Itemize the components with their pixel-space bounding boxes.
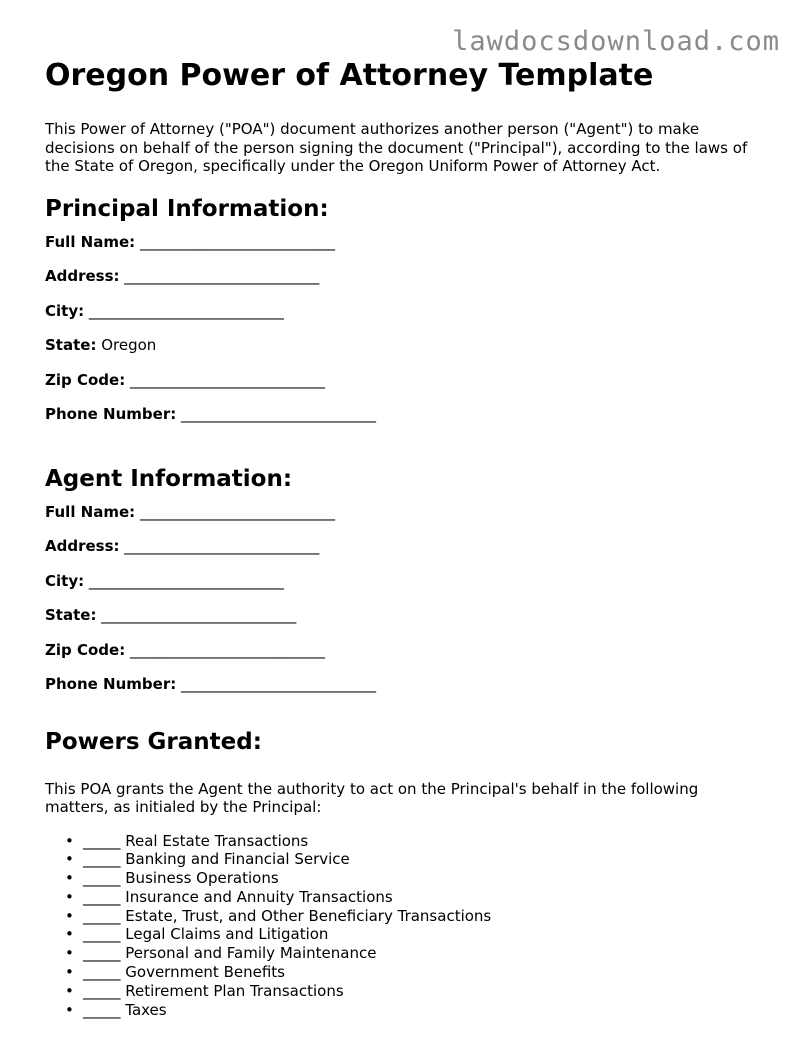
power-item-text: _____ Personal and Family Maintenance	[83, 944, 377, 963]
power-item-text: _____ Real Estate Transactions	[83, 831, 309, 850]
list-item	[65, 850, 765, 869]
power-item-text: _____ Banking and Financial Service	[83, 850, 350, 869]
bullet-icon: •	[65, 925, 74, 944]
agent-phone-field	[45, 672, 765, 707]
bullet-icon: •	[65, 944, 74, 963]
power-item-text: _____ Business Operations	[83, 869, 279, 888]
field-label: Phone Number:	[45, 405, 177, 423]
intro-paragraph: This Power of Attorney ("POA") document authorizes another person ("Agent") to make decisions on behalf of the person signing the document ("Principal"), according to the laws of the State of Oregon, specifically under the Oregon Uniform Power of Attorney Act.	[45, 120, 748, 175]
power-item-text: _____ Government Benefits	[83, 963, 285, 982]
principal-zip-field	[45, 368, 765, 403]
principal-heading: Principal Information:	[45, 195, 329, 222]
field-label: Zip Code:	[45, 370, 126, 389]
list-item	[65, 832, 765, 851]
power-item-text: _____ Insurance and Annuity Transactions	[83, 887, 393, 906]
field-label: Phone Number:	[45, 675, 177, 693]
power-item-text: _____ Retirement Plan Transactions	[83, 981, 344, 1000]
field-label: Full Name:	[45, 502, 136, 521]
bullet-icon: •	[65, 850, 74, 869]
field-label: State:	[45, 606, 97, 624]
bullet-icon: •	[65, 869, 74, 888]
power-item-text: _____ Estate, Trust, and Other Beneficiary Transactions	[83, 906, 492, 925]
field-value: __________________________	[101, 606, 297, 624]
list-item	[65, 1001, 765, 1020]
list-item	[65, 925, 765, 944]
list-item	[65, 907, 765, 926]
field-value: __________________________	[139, 232, 335, 251]
agent-heading: Agent Information:	[45, 465, 293, 492]
principal-full-name-field	[45, 230, 765, 265]
document-body	[45, 56, 765, 1019]
agent-fields	[45, 500, 765, 707]
agent-zip-field	[45, 638, 765, 673]
agent-state-field	[45, 603, 765, 638]
agent-address-field	[45, 534, 765, 569]
field-label: State:	[45, 336, 97, 354]
bullet-icon: •	[65, 963, 74, 982]
power-item-text: _____ Legal Claims and Litigation	[83, 925, 329, 944]
watermark: lawdocsdownload.com	[452, 26, 780, 57]
principal-state-field	[45, 333, 765, 368]
field-label: Full Name:	[45, 232, 136, 251]
list-item	[65, 963, 765, 982]
principal-city-field	[45, 299, 765, 334]
field-value: __________________________	[181, 675, 377, 693]
field-label: Address:	[45, 267, 120, 285]
field-label: Address:	[45, 537, 120, 555]
powers-list	[45, 832, 765, 1020]
field-value: __________________________	[181, 405, 377, 423]
list-item	[65, 982, 765, 1001]
field-label: Zip Code:	[45, 640, 126, 659]
principal-phone-field	[45, 402, 765, 437]
principal-address-field	[45, 264, 765, 299]
bullet-icon: •	[65, 887, 74, 906]
field-value: __________________________	[88, 301, 284, 320]
field-value: Oregon	[101, 336, 157, 354]
bullet-icon: •	[65, 1000, 74, 1019]
agent-city-field	[45, 569, 765, 604]
bullet-icon: •	[65, 831, 74, 850]
list-item	[65, 944, 765, 963]
field-value: __________________________	[139, 502, 335, 521]
list-item	[65, 869, 765, 888]
field-value: __________________________	[124, 537, 320, 555]
powers-heading: Powers Granted:	[45, 728, 262, 755]
field-value: __________________________	[129, 640, 325, 659]
field-value: __________________________	[129, 370, 325, 389]
bullet-icon: •	[65, 906, 74, 925]
field-label: City:	[45, 301, 85, 320]
powers-intro-paragraph: This POA grants the Agent the authority to act on the Principal's behalf in the following matters, as initialed by the Principal:	[45, 779, 699, 816]
field-value: __________________________	[124, 267, 320, 285]
field-value: __________________________	[88, 571, 284, 590]
principal-fields	[45, 230, 765, 437]
list-item	[65, 888, 765, 907]
agent-full-name-field	[45, 500, 765, 535]
page-title: Oregon Power of Attorney Template	[45, 58, 654, 93]
bullet-icon: •	[65, 981, 74, 1000]
power-item-text: _____ Taxes	[83, 1000, 167, 1019]
field-label: City:	[45, 571, 85, 590]
